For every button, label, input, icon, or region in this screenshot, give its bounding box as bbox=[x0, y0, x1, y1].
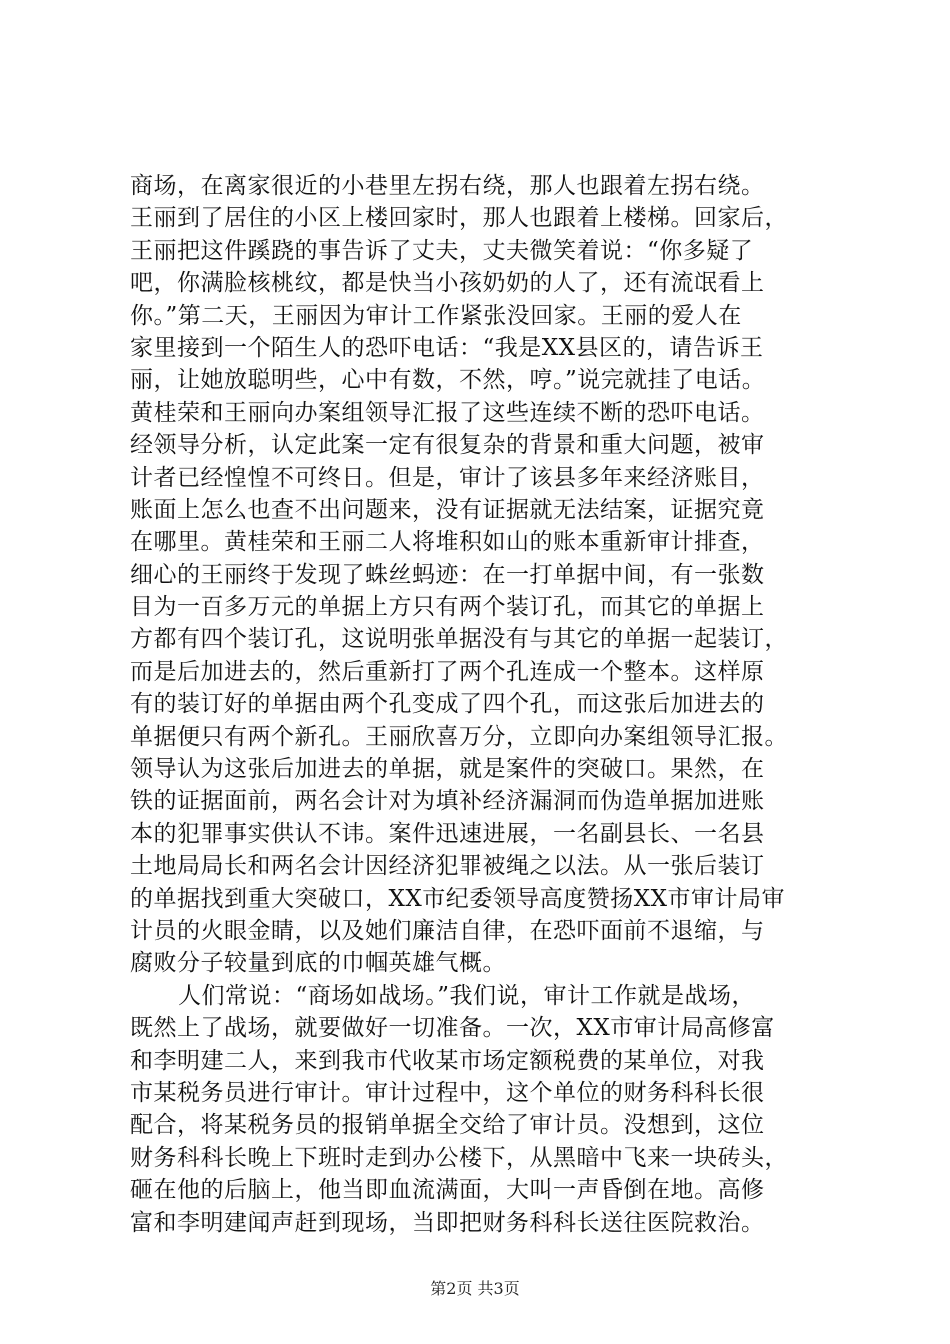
text-line: 吧，你满脸核桃纹，都是快当小孩奶奶的人了，还有流氓看上 bbox=[130, 270, 765, 297]
text-line: 领导认为这张后加进去的单据，就是案件的突破口。果然，在 bbox=[130, 756, 765, 783]
text-line: 本的犯罪事实供认不讳。案件迅速进展，一名副县长、一名县 bbox=[130, 820, 765, 847]
text-line: 腐败分子较量到底的巾帼英雄气概。 bbox=[130, 950, 506, 977]
text-line: 既然上了战场，就要做好一切准备。一次，XX市审计局高修富 bbox=[130, 1015, 775, 1042]
paragraph-start-line: 人们常说：“商场如战场。”我们说，审计工作就是战场， bbox=[178, 982, 756, 1009]
text-line: 你。”第二天，王丽因为审计工作紧张没回家。王丽的爱人在 bbox=[130, 302, 742, 329]
text-line: 黄桂荣和王丽向办案组领导汇报了这些连续不断的恐吓电话。 bbox=[130, 399, 765, 426]
text-line: 市某税务员进行审计。审计过程中，这个单位的财务科科长很 bbox=[130, 1079, 765, 1106]
text-line: 方都有四个装订孔，这说明张单据没有与其它的单据一起装订， bbox=[130, 626, 788, 653]
text-line: 有的装订好的单据由两个孔变成了四个孔，而这张后加进去的 bbox=[130, 691, 765, 718]
text-line: 富和李明建闻声赶到现场，当即把财务科科长送往医院救治。 bbox=[130, 1209, 765, 1236]
text-line: 土地局局长和两名会计因经济犯罪被绳之以法。从一张后装订 bbox=[130, 853, 765, 880]
text-line: 砸在他的后脑上，他当即血流满面，大叫一声昏倒在地。高修 bbox=[130, 1177, 765, 1204]
text-line: 丽，让她放聪明些，心中有数，不然，哼。”说完就挂了电话。 bbox=[130, 367, 766, 394]
body-text bbox=[130, 170, 850, 1239]
text-line: 铁的证据面前，两名会计对为填补经济漏洞而伪造单据加进账 bbox=[130, 788, 765, 815]
text-line: 目为一百多万元的单据上方只有两个装订孔，而其它的单据上 bbox=[130, 594, 765, 621]
text-line: 而是后加进去的，然后重新打了两个孔连成一个整本。这样原 bbox=[130, 658, 765, 685]
text-line: 在哪里。黄桂荣和王丽二人将堆积如山的账本重新审计排查， bbox=[130, 529, 765, 556]
page-number-footer: 第2页 共3页 bbox=[430, 1279, 520, 1298]
text-line: 细心的王丽终于发现了蛛丝蚂迹：在一打单据中间，有一张数 bbox=[130, 561, 765, 588]
text-line: 经领导分析，认定此案一定有很复杂的背景和重大问题，被审 bbox=[130, 432, 765, 459]
text-line: 和李明建二人，来到我市代收某市场定额税费的某单位，对我 bbox=[130, 1047, 765, 1074]
text-line: 家里接到一个陌生人的恐吓电话：“我是XX县区的，请告诉王 bbox=[130, 334, 764, 361]
text-line: 单据便只有两个新孔。王丽欣喜万分，立即向办案组领导汇报。 bbox=[130, 723, 788, 750]
text-line: 的单据找到重大突破口，XX市纪委领导高度赞扬XX市审计局审 bbox=[130, 885, 785, 912]
text-line: 财务科科长晚上下班时走到办公楼下，从黑暗中飞来一块砖头， bbox=[130, 1144, 788, 1171]
text-line: 计员的火眼金睛，以及她们廉洁自律，在恐吓面前不退缩，与 bbox=[130, 917, 765, 944]
text-line: 计者已经惶惶不可终日。但是，审计了该县多年来经济账目， bbox=[130, 464, 765, 491]
text-line: 配合，将某税务员的报销单据全交给了审计员。没想到，这位 bbox=[130, 1112, 765, 1139]
text-line: 王丽到了居住的小区上楼回家时，那人也跟着上楼梯。回家后， bbox=[130, 205, 788, 232]
text-line: 商场，在离家很近的小巷里左拐右绕，那人也跟着左拐右绕。 bbox=[130, 173, 765, 199]
text-line: 账面上怎么也查不出问题来，没有证据就无法结案，证据究竟 bbox=[130, 496, 765, 523]
text-line: 王丽把这件蹊跷的事告诉了丈夫，丈夫微笑着说：“你多疑了 bbox=[130, 237, 754, 264]
